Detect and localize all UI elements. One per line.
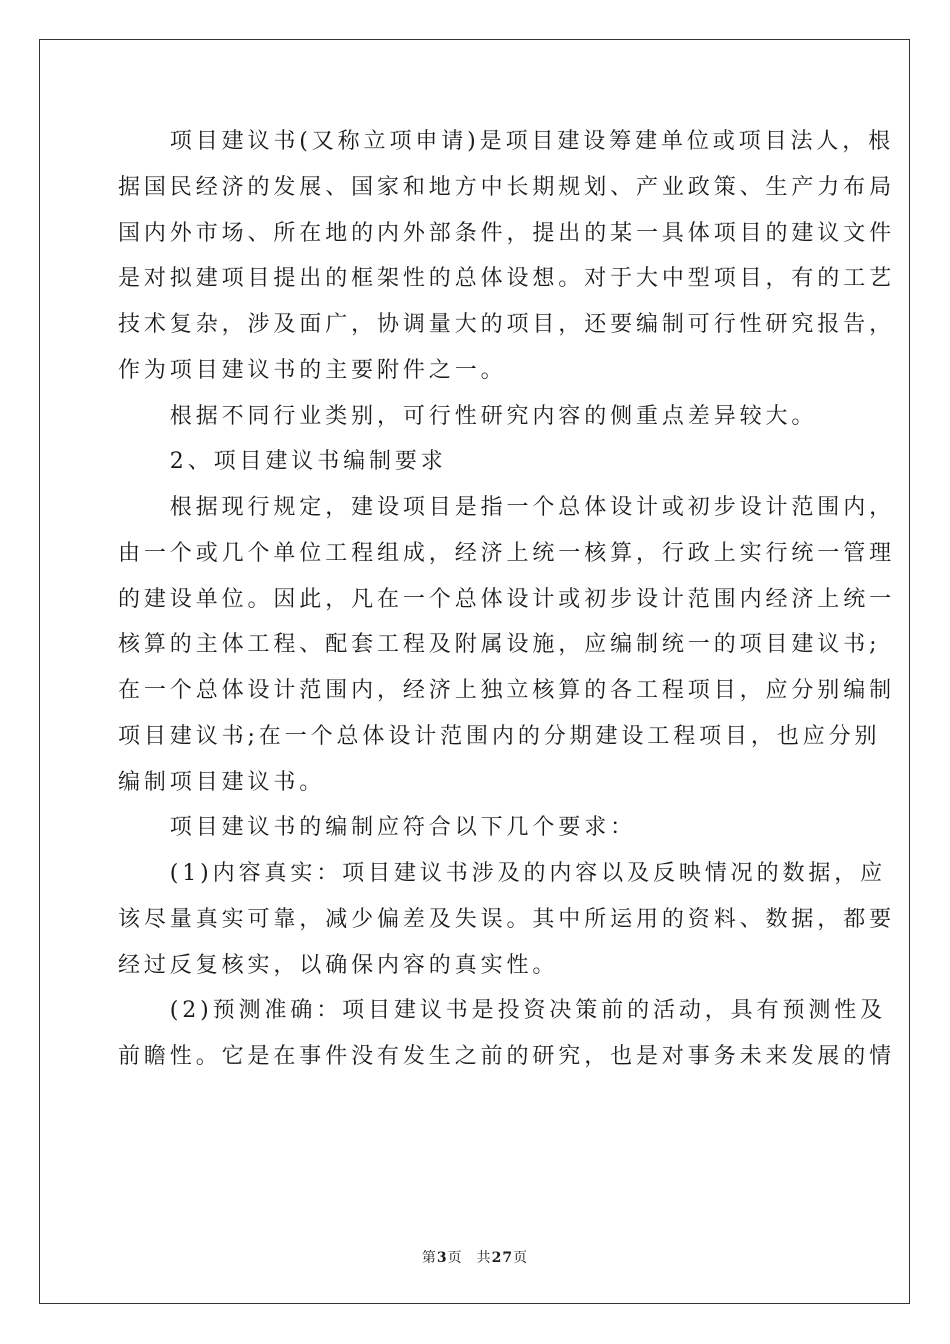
page-total: 27 bbox=[491, 1250, 514, 1266]
total-unit: 页 bbox=[513, 1250, 529, 1266]
text-line: 由一个或几个单位工程组成，经济上统一核算，行政上实行统一管理 bbox=[118, 541, 896, 566]
text-line: 在一个总体设计范围内，经济上独立核算的各工程项目，应分别编制 bbox=[118, 678, 896, 703]
text-line: 作为项目建议书的主要附件之一。 bbox=[118, 358, 507, 383]
text-line: 项目建议书;在一个总体设计范围内的分期建设工程项目，也应分别 bbox=[118, 724, 881, 749]
text-line: 经过反复核实，以确保内容的真实性。 bbox=[118, 953, 559, 978]
text-line: 根据不同行业类别，可行性研究内容的侧重点差异较大。 bbox=[118, 404, 818, 429]
text-line: 的建设单位。因此，凡在一个总体设计或初步设计范围内经济上统一 bbox=[118, 587, 896, 612]
text-line: (1)内容真实：项目建议书涉及的内容以及反映情况的数据，应 bbox=[118, 861, 887, 886]
page-prefix: 第 bbox=[421, 1250, 437, 1266]
text-line: 项目建议书(又称立项申请)是项目建设筹建单位或项目法人，根 bbox=[118, 129, 895, 154]
text-line: 技术复杂，涉及面广，协调量大的项目，还要编制可行性研究报告， bbox=[118, 312, 896, 337]
text-line: 编制项目建议书。 bbox=[118, 770, 326, 795]
text-line: 核算的主体工程、配套工程及附属设施，应编制统一的项目建议书; bbox=[118, 632, 881, 657]
text-line: 据国民经济的发展、国家和地方中长期规划、产业政策、生产力布局 bbox=[118, 175, 896, 200]
text-line: (2)预测准确：项目建议书是投资决策前的活动，具有预测性及 bbox=[118, 998, 887, 1023]
text-line: 该尽量真实可靠，减少偏差及失误。其中所运用的资料、数据，都要 bbox=[118, 907, 896, 932]
text-line: 根据现行规定，建设项目是指一个总体设计或初步设计范围内， bbox=[118, 495, 896, 520]
text-line: 是对拟建项目提出的框架性的总体设想。对于大中型项目，有的工艺 bbox=[118, 266, 896, 291]
page-footer bbox=[0, 1249, 950, 1267]
section-heading: 2、项目建议书编制要求 bbox=[118, 449, 447, 474]
page-number: 3 bbox=[436, 1250, 448, 1266]
text-line: 项目建议书的编制应符合以下几个要求： bbox=[118, 815, 637, 840]
total-prefix: 共 bbox=[476, 1250, 492, 1266]
text-line: 国内外市场、所在地的内外部条件，提出的某一具体项目的建议文件 bbox=[118, 221, 896, 246]
text-line: 前瞻性。它是在事件没有发生之前的研究，也是对事务未来发展的情 bbox=[118, 1044, 896, 1069]
page-unit: 页 bbox=[447, 1250, 463, 1266]
